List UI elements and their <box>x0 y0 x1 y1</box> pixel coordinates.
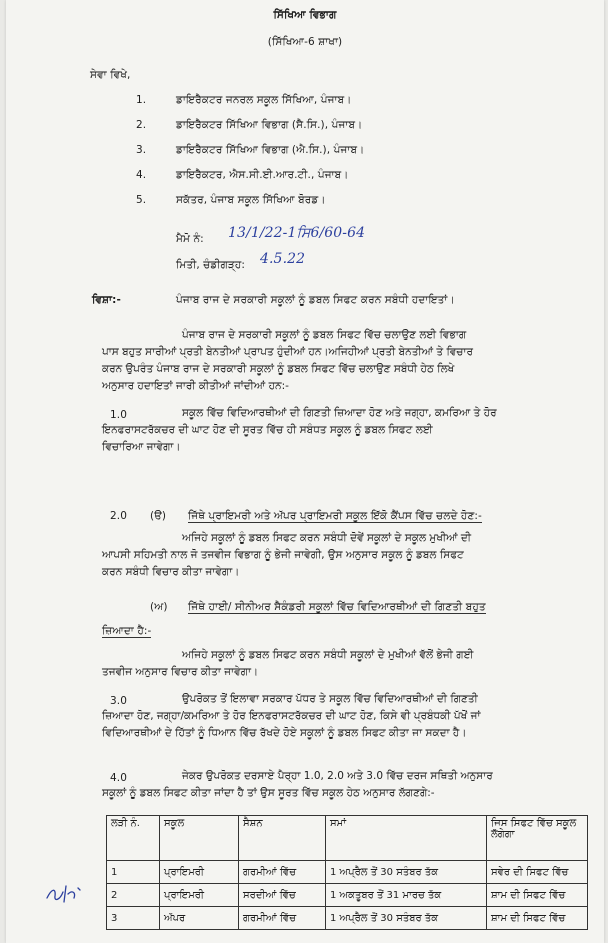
para2a-heading <box>188 509 482 523</box>
branch-heading: (ਸਿੱਖਿਆ-6 ਸ਼ਾਖਾ) <box>267 36 343 48</box>
para3-line: ਜ਼ਿਆਦਾ ਹੋਣ, ਜਗ੍ਹਾ/ਕਮਰਿਆ ਤੇ ਹੋਰ ਇਨਫਰਾਸਟਰੱਕਚਰ ਦੀ ਘਾਟ ਹੋਣ, ਕਿਸੇ ਵੀ ਪ੍ਰਬੰਧਕੀ ਪੱਖੋਂ ਜਾਂ <box>102 710 481 722</box>
para2b-line: ਤਜਵੀਜ ਅਨੁਸਾਰ ਵਿਚਾਰ ਕੀਤਾ ਜਾਵੇਗਾ। <box>102 666 259 678</box>
table-cell: ਅੱਪਰ <box>160 907 239 930</box>
table-cell: 1 ਅਪ੍ਰੈਲ ਤੋਂ 30 ਸਤੰਬਰ ਤੱਕ <box>326 907 487 930</box>
para2b-body <box>102 647 588 681</box>
para2b-heading-line2 <box>102 624 151 638</box>
para3-number: 3.0 <box>110 695 127 707</box>
intro-line: ਪੰਜਾਬ ਰਾਜ ਦੇ ਸਰਕਾਰੀ ਸਕੂਲਾਂ ਨੂੰ ਡਬਲ ਸਿਫਟ ਵਿੱਚ ਚਲਾਉਣ ਲਈ ਵਿਭਾਗ <box>182 329 467 341</box>
department-heading: ਸਿੱਖਿਆ ਵਿਭਾਗ <box>273 9 337 21</box>
para4-body <box>102 768 588 802</box>
table-row <box>107 907 588 930</box>
para1-line: ਵਿਚਾਰਿਆ ਜਾਵੇਗਾ। <box>102 441 181 453</box>
para2a-line: ਕਰਨ ਸਬੰਧੀ ਵਿਚਾਰ ਕੀਤਾ ਜਾਵੇਗਾ। <box>102 566 240 578</box>
table-cell: 3 <box>107 907 160 930</box>
para2b-heading-line1 <box>188 600 486 614</box>
recipient-text: ਸਕੱਤਰ, ਪੰਜਾਬ ਸਕੂਲ ਸਿੱਖਿਆ ਬੋਰਡ। <box>176 194 326 206</box>
intro-line: ਅਨੁਸਾਰ ਹਦਾਇਤਾਂ ਜਾਰੀ ਕੀਤੀਆਂ ਜਾਂਦੀਆਂ ਹਨ:- <box>102 380 289 392</box>
para2b-sub: (ਅ) <box>150 601 168 613</box>
subject-label: ਵਿਸ਼ਾ:- <box>92 294 121 306</box>
para2a-heading-text: ਜਿੱਥੇ ਪ੍ਰਾਇਮਰੀ ਅਤੇ ਅੱਪਰ ਪ੍ਰਾਇਮਰੀ ਸਕੂਲ ਇੱਕੋ ਕੈਂਪਸ ਵਿੱਚ ਚਲਦੇ ਹੋਣ:- <box>188 510 482 522</box>
para4-line: ਸਕੂਲਾਂ ਨੂੰ ਡਬਲ ਸਿਫਟ ਕੀਤਾ ਜਾਂਦਾ ਹੈ ਤਾਂ ਉਸ ਸੂਰਤ ਵਿੱਚ ਸਕੂਲ ਹੇਠ ਅਨੁਸਾਰ ਲੱਗਣਗੇ:- <box>102 787 435 799</box>
table-cell: ਸਵੇਰ ਦੀ ਸਿਫਟ ਵਿੱਚ <box>487 861 588 884</box>
para4-number: 4.0 <box>110 772 127 784</box>
table-cell: 1 ਅਪ੍ਰੈਲ ਤੋਂ 30 ਸਤੰਬਰ ਤੱਕ <box>326 861 487 884</box>
document-page <box>6 0 604 943</box>
table-cell: ਪ੍ਰਾਇਮਰੀ <box>160 884 239 907</box>
recipient-number: 2. <box>136 119 147 131</box>
intro-line: ਪਾਸ ਬਹੁਤ ਸਾਰੀਆਂ ਪ੍ਰਤੀ ਬੇਨਤੀਆਂ ਪ੍ਰਾਪਤ ਹੁੰਦੀਆਂ ਹਨ।ਅਜਿਹੀਆਂ ਪ੍ਰਤੀ ਬੇਨਤੀਆਂ ਤੇ ਵਿਚਾਰ <box>102 346 474 358</box>
table-cell: ਗਰਮੀਆਂ ਵਿੱਚ <box>239 907 326 930</box>
salutation: ਸੇਵਾ ਵਿਖੇ, <box>90 69 131 81</box>
recipient-text: ਡਾਇਰੈਕਟਰ ਸਿੱਖਿਆ ਵਿਭਾਗ (ਸੈ.ਸਿ.), ਪੰਜਾਬ। <box>176 119 363 131</box>
para1-body <box>102 405 588 456</box>
table-header-cell: ਜਿਸ ਸਿਫਟ ਵਿੱਚ ਸਕੂਲ ਲੱਗੇਗਾ <box>487 816 588 861</box>
recipient-text: ਡਾਇਰੈਕਟਰ ਸਿੱਖਿਆ ਵਿਭਾਗ (ਐ.ਸਿ.), ਪੰਜਾਬ। <box>176 144 365 156</box>
table-cell: 1 ਅਕਤੂਬਰ ਤੋਂ 31 ਮਾਰਚ ਤੱਕ <box>326 884 487 907</box>
recipient-text: ਡਾਇਰੈਕਟਰ, ਐਸ.ਸੀ.ਈ.ਆਰ.ਟੀ., ਪੰਜਾਬ। <box>176 169 349 181</box>
shift-schedule-table <box>106 815 588 930</box>
para3-body <box>102 691 588 742</box>
para1-line: ਇਨਫਰਾਸਟਰੱਕਚਰ ਦੀ ਘਾਟ ਹੋਣ ਦੀ ਸੂਰਤ ਵਿੱਚ ਹੀ ਸਬੰਧਤ ਸਕੂਲ ਨੂੰ ਡਬਲ ਸਿਫਟ ਲਈ <box>102 424 433 436</box>
intro-line: ਕਰਨ ਉਪਰੰਤ ਪੰਜਾਬ ਰਾਜ ਦੇ ਸਰਕਾਰੀ ਸਕੂਲਾਂ ਨੂੰ ਡਬਲ ਸਿਫਟ ਵਿੱਚ ਚਲਾਉਣ ਸਬੰਧੀ ਹੇਠ ਲਿਖੇ <box>102 363 455 375</box>
para4-line: ਜੇਕਰ ਉਪਰੋਕਤ ਦਰਸਾਏ ਪੈਰ੍ਹਾ 1.0, 2.0 ਅਤੇ 3.0 ਵਿੱਚ ਦਰਜ ਸਥਿਤੀ ਅਨੁਸਾਰ <box>182 770 493 782</box>
recipient-number: 5. <box>136 194 147 206</box>
recipient-text: ਡਾਇਰੈਕਟਰ ਜਨਰਲ ਸਕੂਲ ਸਿੱਖਿਆ, ਪੰਜਾਬ। <box>176 94 352 106</box>
para1-line: ਸਕੂਲ ਵਿੱਚ ਵਿਦਿਆਰਥੀਆਂ ਦੀ ਗਿਣਤੀ ਜ਼ਿਆਦਾ ਹੋਣ ਅਤੇ ਜਗ੍ਹਾ, ਕਮਰਿਆ ਤੇ ਹੋਰ <box>182 407 497 419</box>
para1-number: 1.0 <box>110 409 127 421</box>
table-header-row <box>107 816 588 861</box>
table-row <box>107 861 588 884</box>
intro-paragraph <box>102 327 588 395</box>
table-row <box>107 884 588 907</box>
table-cell: ਸ਼ਾਮ ਦੀ ਸਿਫਟ ਵਿੱਚ <box>487 907 588 930</box>
table-header-cell: ਸਕੂਲ <box>160 816 239 861</box>
para2-number: 2.0 <box>110 510 127 522</box>
para3-line: ਉਪਰੋਕਤ ਤੋਂ ਇਲਾਵਾ ਸਰਕਾਰ ਪੱਧਰ ਤੇ ਸਕੂਲ ਵਿੱਚ ਵਿਦਿਆਰਥੀਆਂ ਦੀ ਗਿਣਤੀ <box>182 693 478 705</box>
table-cell: 2 <box>107 884 160 907</box>
recipient-number: 3. <box>136 144 147 156</box>
para2a-sub: (ੳ) <box>150 510 167 522</box>
signature-initials <box>44 880 86 906</box>
para2b-line: ਅਜਿਹੇ ਸਕੂਲਾਂ ਨੂੰ ਡਬਲ ਸਿਫਟ ਕਰਨ ਸਬੰਧੀ ਸਕੂਲਾਂ ਦੇ ਮੁਖੀਆਂ ਵੱਲੋਂ ਭੇਜੀ ਗਈ <box>182 649 474 661</box>
subject-text: ਪੰਜਾਬ ਰਾਜ ਦੇ ਸਰਕਾਰੀ ਸਕੂਲਾਂ ਨੂੰ ਡਬਲ ਸਿਫਟ ਕਰਨ ਸਬੰਧੀ ਹਦਾਇਤਾਂ। <box>176 294 455 306</box>
para2a-line: ਆਪਸੀ ਸਹਿਮਤੀ ਨਾਲ ਜੋ ਤਜਵੀਜ ਵਿਭਾਗ ਨੂੰ ਭੇਜੀ ਜਾਵੇਗੀ, ਉਸ ਅਨੁਸਾਰ ਸਕੂਲ ਨੂੰ ਡਬਲ ਸਿਫਟ <box>102 549 464 561</box>
table-cell: ਸਰਦੀਆਂ ਵਿੱਚ <box>239 884 326 907</box>
table-cell: 1 <box>107 861 160 884</box>
para2b-heading-text: ਜ਼ਿਆਦਾ ਹੈ:- <box>102 625 152 637</box>
table-header-cell: ਲੜੀ ਨੰ. <box>107 816 160 861</box>
table-header-cell: ਸੈਸ਼ਨ <box>239 816 326 861</box>
para3-line: ਵਿਦਿਆਰਥੀਆਂ ਦੇ ਹਿੱਤਾਂ ਨੂੰ ਧਿਆਨ ਵਿੱਚ ਰੱਖਦੇ ਹੋਏ ਸਕੂਲਾਂ ਨੂੰ ਡਬਲ ਸਿਫਟ ਕੀਤਾ ਜਾ ਸਕਦਾ ਹੈ। <box>102 727 467 739</box>
recipient-number: 4. <box>136 169 147 181</box>
memo-label: ਮੈਮੋ ਨੰ: <box>176 233 204 245</box>
recipient-number: 1. <box>136 94 147 106</box>
memo-number-handwritten: 13/1/22-1ਸਿ6/60-64 <box>228 225 366 241</box>
table-cell: ਸ਼ਾਮ ਦੀ ਸਿਫਟ ਵਿੱਚ <box>487 884 588 907</box>
para2a-line: ਅਜਿਹੇ ਸਕੂਲਾਂ ਨੂੰ ਡਬਲ ਸਿਫਟ ਕਰਨ ਸਬੰਧੀ ਦੋਵੇਂ ਸਕੂਲਾਂ ਦੇ ਸਕੂਲ ਮੁਖੀਆਂ ਦੀ <box>182 532 472 544</box>
table-cell: ਪ੍ਰਾਇਮਰੀ <box>160 861 239 884</box>
para2b-heading-text: ਜਿੱਥੇ ਹਾਈ/ ਸੀਨੀਅਰ ਸੈਕੰਡਰੀ ਸਕੂਲਾਂ ਵਿੱਚ ਵਿਦਿਆਰਥੀਆਂ ਦੀ ਗਿਣਤੀ ਬਹੁਤ <box>188 601 486 613</box>
date-label: ਮਿਤੀ, ਚੰਡੀਗੜ੍ਹ: <box>176 259 246 271</box>
table-cell: ਗਰਮੀਆਂ ਵਿੱਚ <box>239 861 326 884</box>
para2a-body <box>102 530 588 581</box>
date-handwritten: 4.5.22 <box>260 251 306 267</box>
table-header-cell: ਸਮਾਂ <box>326 816 487 861</box>
